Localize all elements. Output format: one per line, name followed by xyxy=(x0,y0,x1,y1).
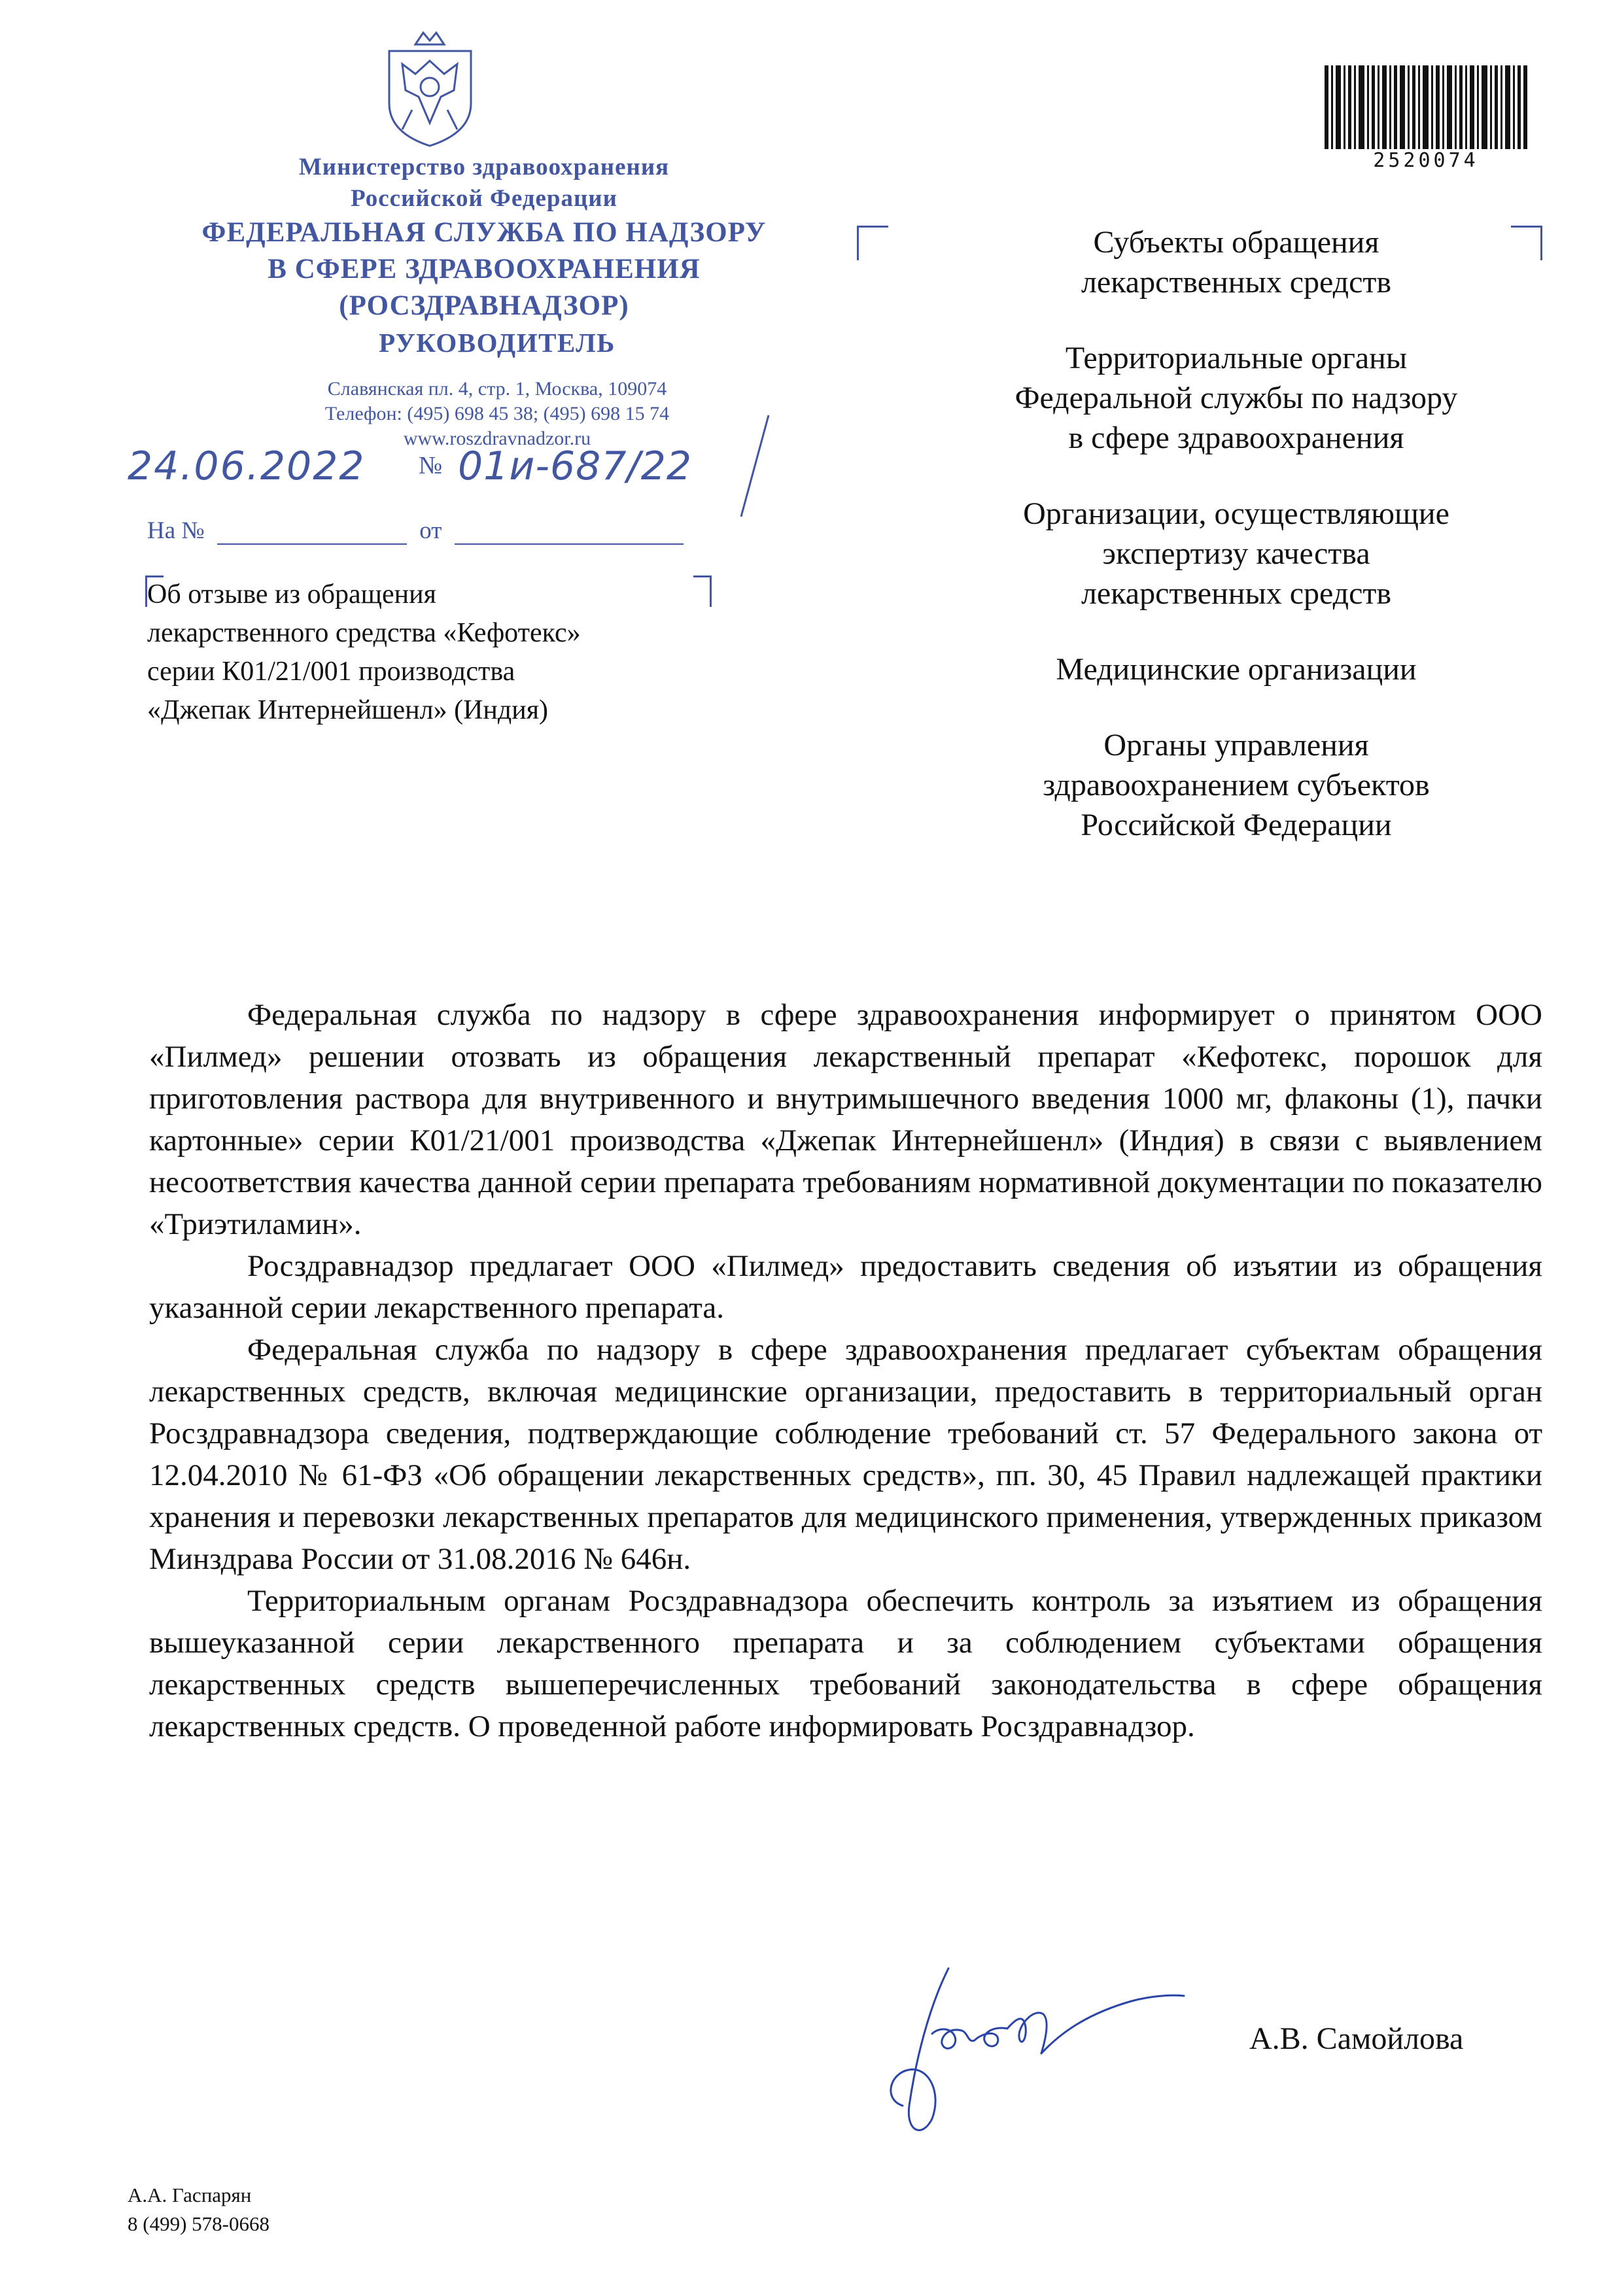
addressee-item xyxy=(870,494,1603,613)
body-paragraph-1: Федеральная служба по надзору в сфере здравоохранения информирует о принятом ООО «Пилмед» решении отозвать из обращения лекарственный препарат «Кефотекс, порошок для приготовления раствора для внутривенного и внутримышечного введения 1000 мг, флаконы (1), пачки картонные» серии К01/21/001 производства «Джепак Интернейшенл» (Индия) в связи с выявлением несоответствия качества данной серии препарата требованиям нормативной документации по показателю «Триэтиламин». xyxy=(149,998,1542,1241)
addressee-line: лекарственных средств xyxy=(1081,576,1392,611)
addressee-line: Федеральной службы по надзору xyxy=(1015,381,1458,415)
handwritten-signature xyxy=(870,1955,1249,2151)
body-paragraph-2: Росздравнадзор предлагает ООО «Пилмед» предоставить сведения об изъятии из обращения указанной серии лекарственного препарата. xyxy=(149,1249,1542,1325)
addressee-line: Территориальные органы xyxy=(1065,341,1408,375)
address: Славянская пл. 4, стр. 1, Москва, 109074 xyxy=(327,378,667,400)
head-title: РУКОВОДИТЕЛЬ xyxy=(379,328,616,358)
agency-line-3: (РОСЗДРАВНАДЗОР) xyxy=(339,290,629,321)
barcode xyxy=(1325,65,1527,149)
ministry-line-2: Российской Федерации xyxy=(351,185,617,212)
russian-coat-of-arms-icon xyxy=(376,25,484,149)
barcode-number: 2520074 xyxy=(1373,149,1479,172)
executor-phone: 8 (499) 578-0668 xyxy=(128,2212,269,2235)
addressee-item xyxy=(870,222,1603,302)
body-paragraph-3: Федеральная служба по надзору в сфере здравоохранения предлагает субъектам обращения лекарственных средств, включая медицинские организации, предоставить в территориальный орган Росздравнадзора сведения, подтверждающие соблюдение требований ст. 57 Федерального закона от 12.04.2010 № 61-ФЗ «Об обращении лекарственных средств», пп. 30, 45 Правил надлежащей практики хранения и перевозки лекарственных препаратов для медицинского применения, утвержденных приказом Минздрава России от 31.08.2016 № 646н. xyxy=(149,1333,1542,1576)
addressee-item xyxy=(870,649,1603,689)
ministry-name xyxy=(150,152,818,214)
contact-block xyxy=(157,377,837,451)
website: www.roszdravnadzor.ru xyxy=(403,428,591,449)
reference-row xyxy=(147,517,684,545)
subject-line-4: «Джепак Интернейшенл» (Индия) xyxy=(147,695,549,725)
subject xyxy=(147,575,710,730)
ref-label: На № xyxy=(147,517,205,544)
addressee-line: Органы управления xyxy=(1103,728,1369,762)
from-label: от xyxy=(419,517,442,544)
letter-body xyxy=(149,994,1542,1747)
registration-number-sign: № xyxy=(419,452,443,479)
subject-line-3: серии К01/21/001 производства xyxy=(147,657,515,687)
phone: Телефон: (495) 698 45 38; (495) 698 15 74 xyxy=(324,403,670,424)
executor-block xyxy=(128,2181,269,2238)
executor-name: А.А. Гаспарян xyxy=(128,2184,252,2206)
addressee-list xyxy=(870,222,1603,881)
addressee-item xyxy=(870,725,1603,845)
addressee-line: Медицинские организации xyxy=(1056,652,1417,687)
registration-number: 01и-687/22 xyxy=(458,443,693,489)
addressee-line: Российской Федерации xyxy=(1081,808,1392,842)
body-paragraph-4: Территориальным органам Росздравнадзора обеспечить контроль за изъятием из обращения вышеуказанной серии лекарственного препарата и за соблюдением субъектами обращения лекарственных средств вышеперечисленных требований законодательства в сфере обращения лекарственных средств. О проведенной работе информировать Росздравнадзор. xyxy=(149,1584,1542,1743)
subject-line-2: лекарственного средства «Кефотекс» xyxy=(147,618,581,648)
addressee-item xyxy=(870,338,1603,458)
addressee-line: в сфере здравоохранения xyxy=(1068,420,1404,455)
addressee-line: здравоохранением субъектов xyxy=(1043,768,1430,802)
signer-name: А.В. Самойлова xyxy=(1249,2021,1464,2056)
addressee-line: Субъекты обращения xyxy=(1093,225,1379,260)
ref-date-blank xyxy=(455,523,684,545)
addressee-line: экспертизу качества xyxy=(1102,536,1370,571)
addressee-line: лекарственных средств xyxy=(1081,265,1392,300)
addressee-line: Организации, осуществляющие xyxy=(1023,496,1449,531)
agency-line-1: ФЕДЕРАЛЬНАЯ СЛУЖБА ПО НАДЗОРУ xyxy=(201,217,767,248)
agency-line-2: В СФЕРЕ ЗДРАВООХРАНЕНИЯ xyxy=(268,254,701,284)
ref-number-blank xyxy=(217,523,407,545)
agency-name xyxy=(92,214,876,324)
slash-stroke xyxy=(736,412,775,523)
subject-line-1: Об отзыве из обращения xyxy=(147,579,436,609)
ministry-line-1: Министерство здравоохранения xyxy=(298,154,670,180)
registration-date: 24.06.2022 xyxy=(128,443,366,489)
